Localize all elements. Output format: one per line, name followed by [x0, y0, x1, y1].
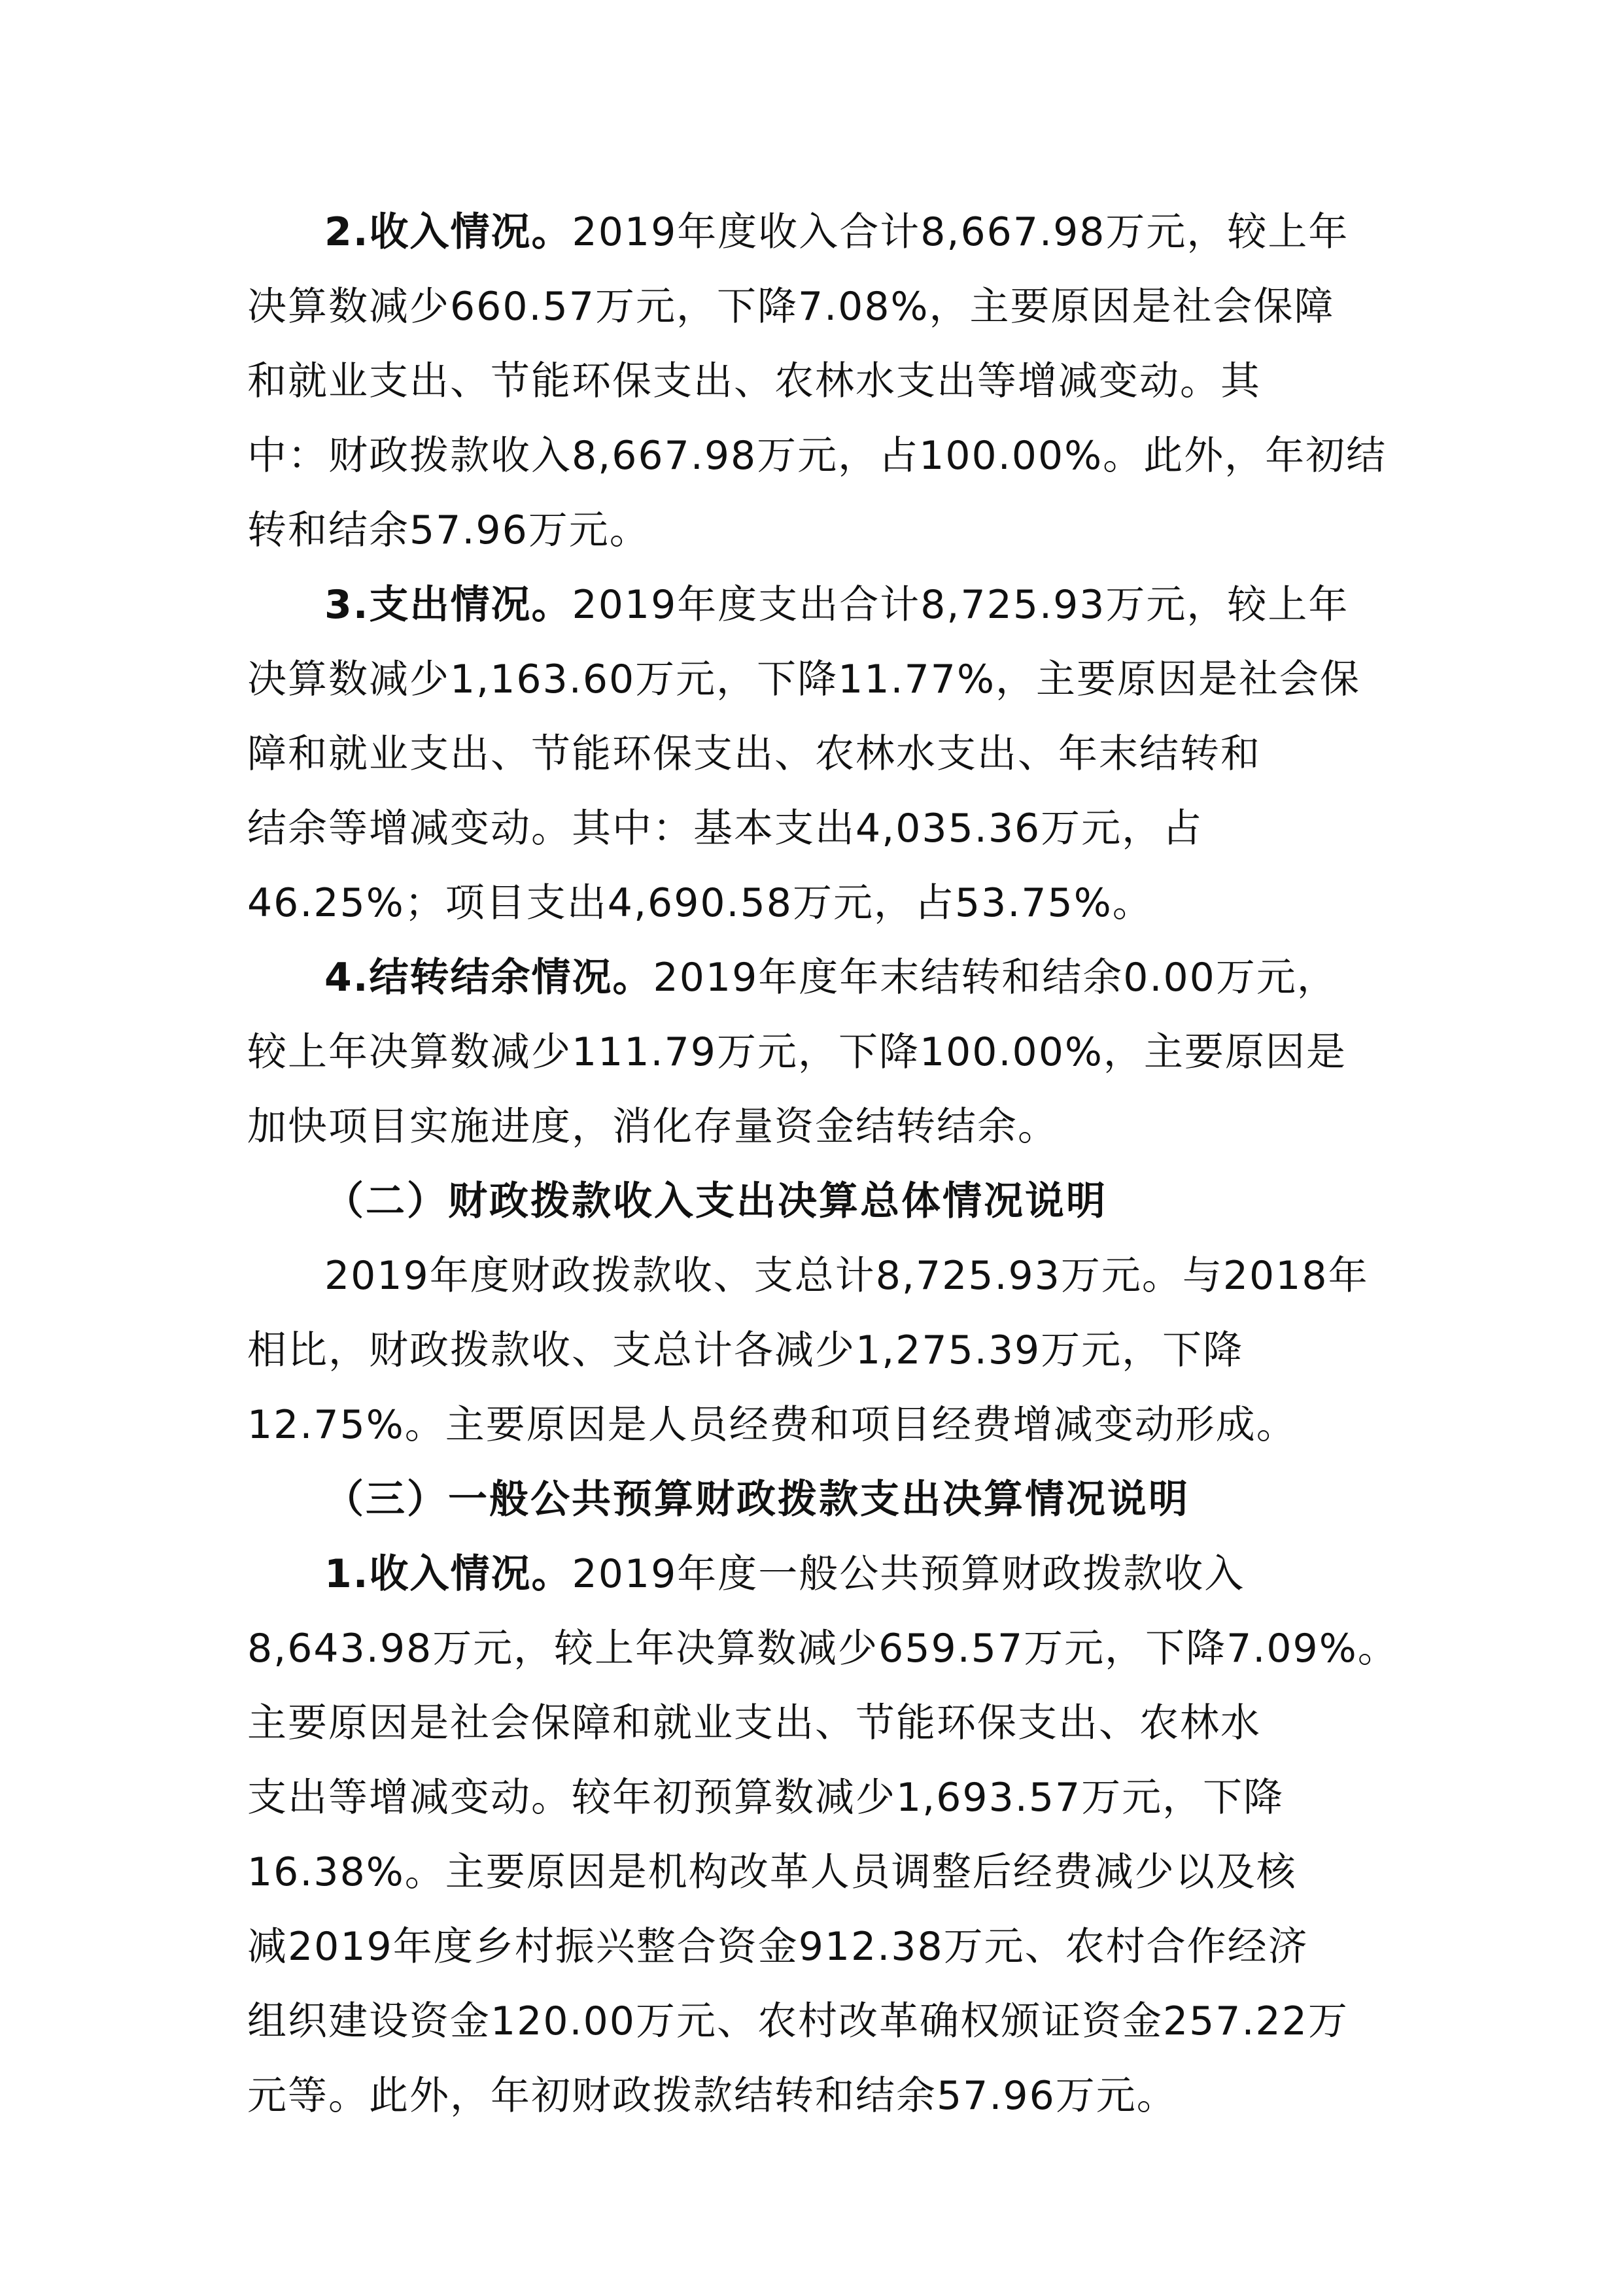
general-budget-paragraph-line-1 [247, 1537, 1405, 1611]
general-budget-paragraph-line-5: 16.38%。主要原因是机构改革人员调整后经费减少以及核 [247, 1849, 1297, 1895]
general-budget-paragraph-line-4: 支出等增减变动。较年初预算数减少1,693.57万元，下降 [247, 1775, 1285, 1821]
expense-paragraph-line-1 [247, 568, 1405, 642]
carryover-paragraph-line-3: 加快项目实施进度，消化存量资金结转结余。 [247, 1104, 1058, 1150]
expense-lead: 3.支出情况。 [324, 582, 572, 628]
general-budget-paragraph-line-3: 主要原因是社会保障和就业支出、节能环保支出、农林水 [247, 1700, 1261, 1746]
fiscal-total-paragraph-line-3: 12.75%。主要原因是人员经费和项目经费增减变动形成。 [247, 1402, 1297, 1448]
fiscal-total-paragraph-line-2: 相比，财政拨款收、支总计各减少1,275.39万元，下降 [247, 1328, 1244, 1373]
general-budget-paragraph-line-6: 减2019年度乡村振兴整合资金912.38万元、农村合作经济 [247, 1924, 1309, 1970]
expense-text: 2019年度支出合计8,725.93万元，较上年 [572, 582, 1349, 628]
income-paragraph-line-3: 和就业支出、节能环保支出、农林水支出等增减变动。其 [247, 358, 1261, 404]
section-heading-3: （三）一般公共预算财政拨款支出决算情况说明 [324, 1477, 1190, 1522]
carryover-paragraph-line-2: 较上年决算数减少111.79万元，下降100.00%，主要原因是 [247, 1029, 1347, 1075]
expense-paragraph-line-5: 46.25%；项目支出4,690.58万元，占53.75%。 [247, 880, 1153, 926]
fiscal-total-paragraph-line-1: 2019年度财政拨款收、支总计8,725.93万元。与2018年 [324, 1253, 1369, 1299]
carryover-text: 2019年度年末结转和结余0.00万元， [653, 955, 1338, 1001]
expense-paragraph-line-3: 障和就业支出、节能环保支出、农林水支出、年末结转和 [247, 731, 1261, 777]
income-lead: 2.收入情况。 [324, 209, 572, 255]
general-budget-lead: 1.收入情况。 [324, 1551, 572, 1597]
expense-paragraph-line-2: 决算数减少1,163.60万元，下降11.77%，主要原因是社会保 [247, 657, 1360, 702]
income-paragraph-line-4: 中：财政拨款收入8,667.98万元，占100.00%。此外，年初结 [247, 433, 1387, 479]
general-budget-paragraph-line-8: 元等。此外，年初财政拨款结转和结余57.96万元。 [247, 2073, 1177, 2119]
general-budget-text: 2019年度一般公共预算财政拨款收入 [572, 1551, 1245, 1597]
income-text: 2019年度收入合计8,667.98万元，较上年 [572, 209, 1349, 255]
section-heading-2: （二）财政拨款收入支出决算总体情况说明 [324, 1178, 1107, 1224]
document-page [247, 195, 1405, 2133]
income-paragraph-line-2: 决算数减少660.57万元，下降7.08%，主要原因是社会保障 [247, 284, 1335, 330]
general-budget-paragraph-line-2: 8,643.98万元，较上年决算数减少659.57万元，下降7.09%。 [247, 1626, 1398, 1671]
carryover-lead: 4.结转结余情况。 [324, 955, 653, 1001]
expense-paragraph-line-4: 结余等增减变动。其中：基本支出4,035.36万元，占 [247, 806, 1203, 851]
general-budget-paragraph-line-7: 组织建设资金120.00万元、农村改革确权颁证资金257.22万 [247, 1998, 1349, 2044]
income-paragraph-line-5: 转和结余57.96万元。 [247, 507, 650, 553]
carryover-paragraph-line-1 [247, 940, 1405, 1015]
income-paragraph-line-1 [247, 195, 1405, 269]
